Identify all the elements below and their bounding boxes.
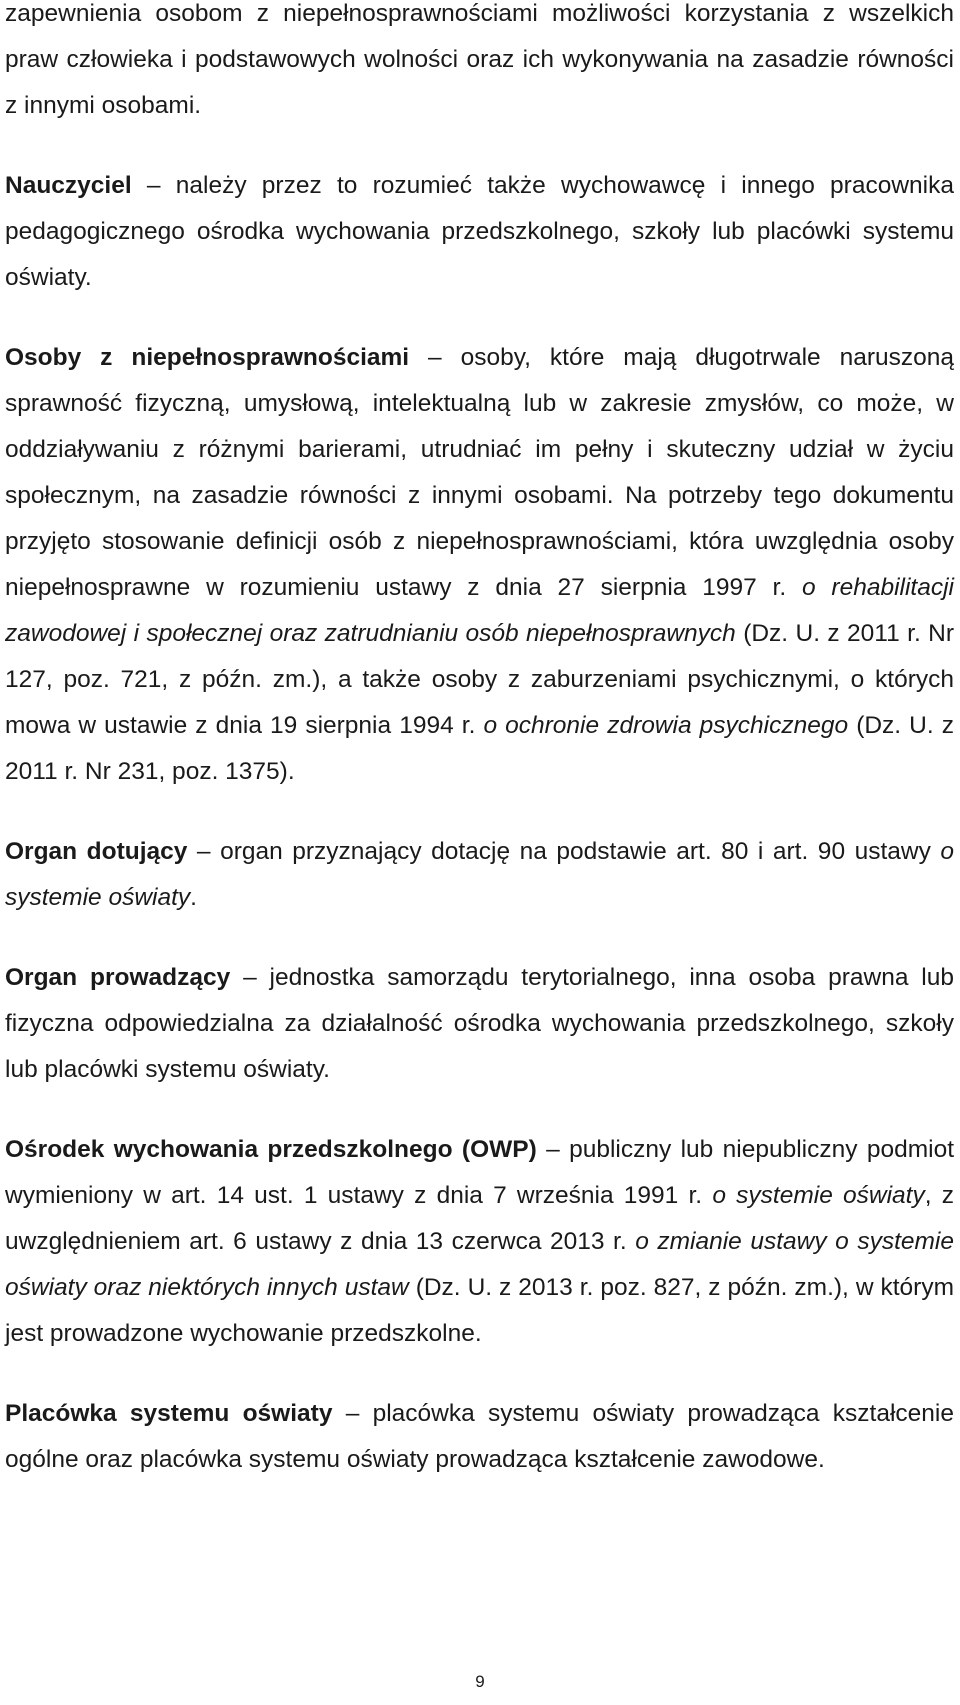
definition-dash: – — [131, 172, 176, 199]
definition-text: placówka systemu oświaty prowadząca kształcenie ogólne oraz placówka systemu oświaty prowadząca kształcenie zawodowe. — [5, 1400, 954, 1473]
definition-dash: – — [230, 964, 270, 991]
definition-text: publiczny lub niepubliczny podmiot wymieniony w art. 14 ust. 1 ustawy z dnia 7 września 1991 r. — [5, 1136, 954, 1209]
definition-nauczyciel — [5, 163, 954, 301]
definition-term: Ośrodek wychowania przedszkolnego (OWP) — [5, 1136, 537, 1163]
paragraph-continuation — [5, 0, 954, 129]
document-page — [5, 0, 954, 1517]
definition-text: (Dz. U. z 2011 r. Nr 127, poz. 721, z późn. zm.), a także osoby z zaburzeniami psychicznymi, o których mowa w ustawie z dnia 19 sierpnia 1994 r. — [5, 620, 954, 739]
definition-term: Osoby z niepełnosprawnościami — [5, 344, 410, 371]
definition-text: (Dz. U. z 2013 r. poz. 827, z późn. zm.), w którym jest prowadzone wychowanie przedszkolne. — [5, 1274, 954, 1347]
definition-dash: – — [187, 838, 221, 865]
definition-term: Nauczyciel — [5, 172, 132, 199]
definition-dash: – — [409, 344, 461, 371]
definition-dash: – — [536, 1136, 570, 1163]
act-title: o systemie oświaty — [712, 1182, 925, 1209]
definition-text: osoby, które mają długotrwale naruszoną sprawność fizyczną, umysłową, intelektualną lub w zakresie zmysłów, co może, w oddziaływaniu z różnymi barierami, utrudniać im pełny i skuteczny udział w życiu społecznym, na zasadzie równości z innymi osobami. Na potrzeby tego dokumentu przyjęto stosowanie definicji osób z niepełnosprawnościami, która uwzględnia osoby niepełnosprawne w rozumieniu ustawy z dnia 27 sierpnia 1997 r. — [5, 344, 954, 601]
definition-osrodek-wychowania-przedszkolnego — [5, 1127, 954, 1357]
act-title: o systemie oświaty — [5, 838, 954, 911]
definition-organ-dotujacy — [5, 829, 954, 921]
definition-term: Organ dotujący — [5, 838, 188, 865]
definition-text: (Dz. U. z 2011 r. Nr 231, poz. 1375). — [5, 712, 954, 785]
definition-placowka-systemu-oswiaty — [5, 1391, 954, 1483]
act-title: o ochronie zdrowia psychicznego — [483, 712, 849, 739]
definition-text: , z uwzględnieniem art. 6 ustawy z dnia 13 czerwca 2013 r. — [5, 1182, 954, 1255]
act-title: o rehabilitacji zawodowej i społecznej oraz zatrudnianiu osób niepełnosprawnych — [5, 574, 954, 647]
act-title: o zmianie ustawy o systemie oświaty oraz niektórych innych ustaw — [5, 1228, 954, 1301]
definition-text: należy przez to rozumieć także wychowawcę i innego pracownika pedagogicznego ośrodka wychowania przedszkolnego, szkoły lub placówki systemu oświaty. — [5, 172, 954, 291]
paragraph-text: zapewnienia osobom z niepełnosprawnościami możliwości korzystania z wszelkich praw człowieka i podstawowych wolności oraz ich wykonywania na zasadzie równości z innymi osobami. — [5, 0, 954, 119]
definition-term: Placówka systemu oświaty — [5, 1400, 333, 1427]
definition-dash: – — [332, 1400, 373, 1427]
definition-text: . — [190, 884, 197, 911]
definition-text: organ przyznający dotację na podstawie art. 80 i art. 90 ustawy — [220, 838, 941, 865]
definition-text: jednostka samorządu terytorialnego, inna osoba prawna lub fizyczna odpowiedzialna za działalność ośrodka wychowania przedszkolnego, szkoły lub placówki systemu oświaty. — [5, 964, 954, 1083]
page-number: 9 — [475, 1672, 485, 1691]
definition-osoby-z-niepelnosprawnosciami — [5, 335, 954, 795]
definition-term: Organ prowadzący — [5, 964, 231, 991]
definition-organ-prowadzacy — [5, 955, 954, 1093]
